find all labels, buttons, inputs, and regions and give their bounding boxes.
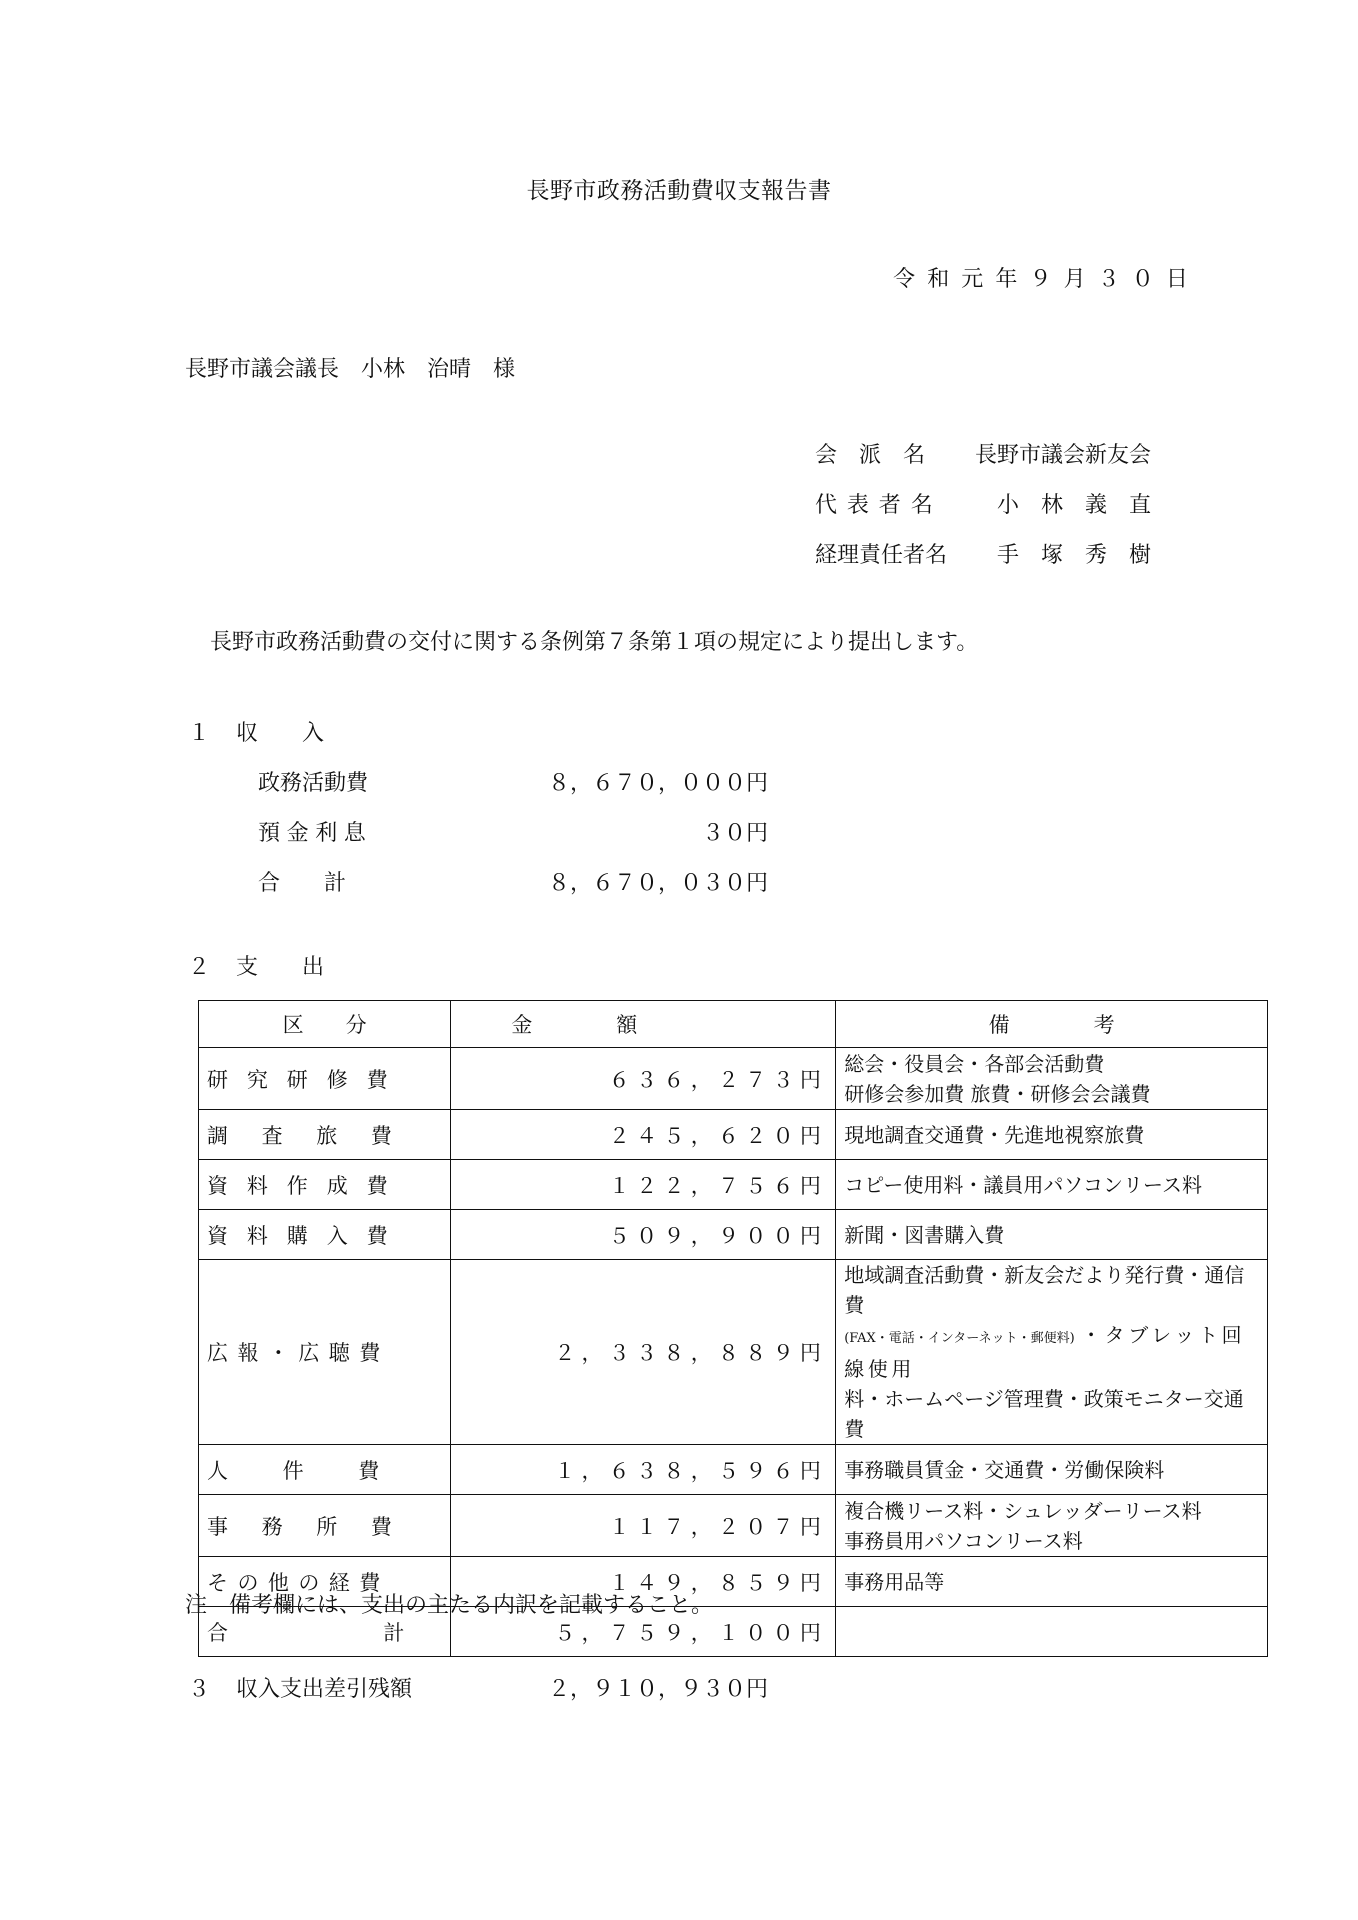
representative-label: 代表者名 <box>815 493 943 518</box>
note-line: 総会・役員会・各部会活動費 <box>844 1051 1105 1076</box>
balance-amount: ２，９１０，９３０円 <box>547 1677 768 1702</box>
table-row <box>199 1110 1268 1160</box>
row-amount: ５０９，９００円 <box>451 1210 836 1260</box>
row-notes <box>836 1048 1268 1110</box>
table-row <box>199 1495 1268 1557</box>
table-row <box>199 1210 1268 1260</box>
row-category: 調査旅費 <box>199 1110 451 1160</box>
footnote: 注 備考欄には、支出の主たる内訳を記載すること。 <box>185 1593 714 1618</box>
note-line: 研修会参加費 旅費・研修会会議費 <box>844 1081 1151 1106</box>
document-title: 長野市政務活動費収支報告書 <box>526 178 832 204</box>
note-line: 料・ホームページ管理費・政策モニター交通費 <box>844 1387 1244 1441</box>
income-label: 政務活動費 <box>258 771 369 796</box>
note-line: 地域調査活動費・新友会だより発行費・通信費 <box>844 1263 1245 1317</box>
row-category: 研究研修費 <box>199 1048 451 1110</box>
accountant-row <box>815 538 1151 569</box>
income-total-row <box>258 866 768 897</box>
accountant-label: 経理責任者名 <box>815 543 948 568</box>
header-category: 区 分 <box>199 1001 451 1048</box>
income-number: １ <box>188 721 211 746</box>
row-notes <box>836 1160 1268 1210</box>
row-category: その他の経費 <box>199 1557 451 1607</box>
row-amount: ２，３３８，８８９円 <box>451 1260 836 1445</box>
balance-label: 収入支出差引残額 <box>236 1677 413 1702</box>
row-notes <box>836 1260 1268 1445</box>
income-row <box>258 766 768 797</box>
table-row <box>199 1160 1268 1210</box>
note-line-mixed <box>844 1320 1259 1384</box>
balance-row <box>188 1672 768 1703</box>
table-row <box>199 1445 1268 1495</box>
addressee: 長野市議会議長 小林 治晴 様 <box>185 357 516 382</box>
row-amount: １４９，８５９円 <box>451 1557 836 1607</box>
faction-value: 長野市議会新友会 <box>975 443 1152 468</box>
note-line: 複合機リース料・シュレッダーリース料 <box>844 1498 1202 1523</box>
note-small-text: (FAX・電話・インターネット・郵便料) <box>844 1331 1075 1346</box>
row-category: 資料購入費 <box>199 1210 451 1260</box>
representative-row <box>815 488 1151 519</box>
expenditure-heading <box>188 950 324 981</box>
row-amount: ２４５，６２０円 <box>451 1110 836 1160</box>
income-row <box>258 816 768 847</box>
row-notes <box>836 1210 1268 1260</box>
income-amount: ８，６７０，０００円 <box>547 771 768 796</box>
table-row <box>199 1260 1268 1445</box>
balance-number: ３ <box>188 1677 211 1702</box>
note-line: 事務職員賃金・交通費・労働保険料 <box>844 1457 1165 1482</box>
row-notes <box>836 1110 1268 1160</box>
income-label: 預金利息 <box>258 821 373 846</box>
faction-label: 会 派 名 <box>815 443 926 468</box>
note-mid-text: ・タブレット回線使用 <box>844 1323 1246 1381</box>
total-label: 合 計 <box>199 1607 451 1657</box>
representative-value: 小 林 義 直 <box>997 493 1152 518</box>
row-amount: ６３６，２７３円 <box>451 1048 836 1110</box>
row-notes <box>836 1557 1268 1607</box>
row-category: 人件費 <box>199 1445 451 1495</box>
accountant-value: 手 塚 秀 樹 <box>997 543 1152 568</box>
note-line: コピー使用料・議員用パソコンリース料 <box>844 1172 1203 1197</box>
total-amount: ５，７５９，１００円 <box>451 1607 836 1657</box>
row-notes <box>836 1495 1268 1557</box>
header-notes: 備 考 <box>836 1001 1268 1048</box>
submission-statement: 長野市政務活動費の交付に関する条例第７条第１項の規定により提出します。 <box>210 630 979 655</box>
income-total-amount: ８，６７０，０３０円 <box>547 871 768 896</box>
income-amount: ３０円 <box>701 821 768 846</box>
header-amount: 金 額 <box>451 1001 836 1048</box>
row-category: 資料作成費 <box>199 1160 451 1210</box>
row-amount: １１７，２０７円 <box>451 1495 836 1557</box>
income-title: 収 入 <box>236 721 325 746</box>
note-line: 事務用品等 <box>844 1569 945 1594</box>
row-notes <box>836 1445 1268 1495</box>
table-row <box>199 1048 1268 1110</box>
row-category: 事務所費 <box>199 1495 451 1557</box>
note-line: 新聞・図書購入費 <box>844 1222 1005 1247</box>
report-date: 令和元年９月３０日 <box>893 267 1200 292</box>
total-notes-empty <box>836 1607 1268 1657</box>
row-amount: １２２，７５６円 <box>451 1160 836 1210</box>
income-total-label: 合 計 <box>258 871 347 896</box>
expenditure-title: 支 出 <box>236 955 325 980</box>
faction-row <box>815 438 1151 469</box>
expenditure-number: ２ <box>188 955 211 980</box>
note-line: 事務員用パソコンリース料 <box>844 1528 1083 1553</box>
income-heading <box>188 716 324 747</box>
row-amount: １，６３８，５９６円 <box>451 1445 836 1495</box>
note-line: 現地調査交通費・先進地視察旅費 <box>844 1122 1145 1147</box>
table-header-row <box>199 1001 1268 1048</box>
expenditure-table <box>198 1000 1268 1657</box>
row-category: 広報・広聴費 <box>199 1260 451 1445</box>
